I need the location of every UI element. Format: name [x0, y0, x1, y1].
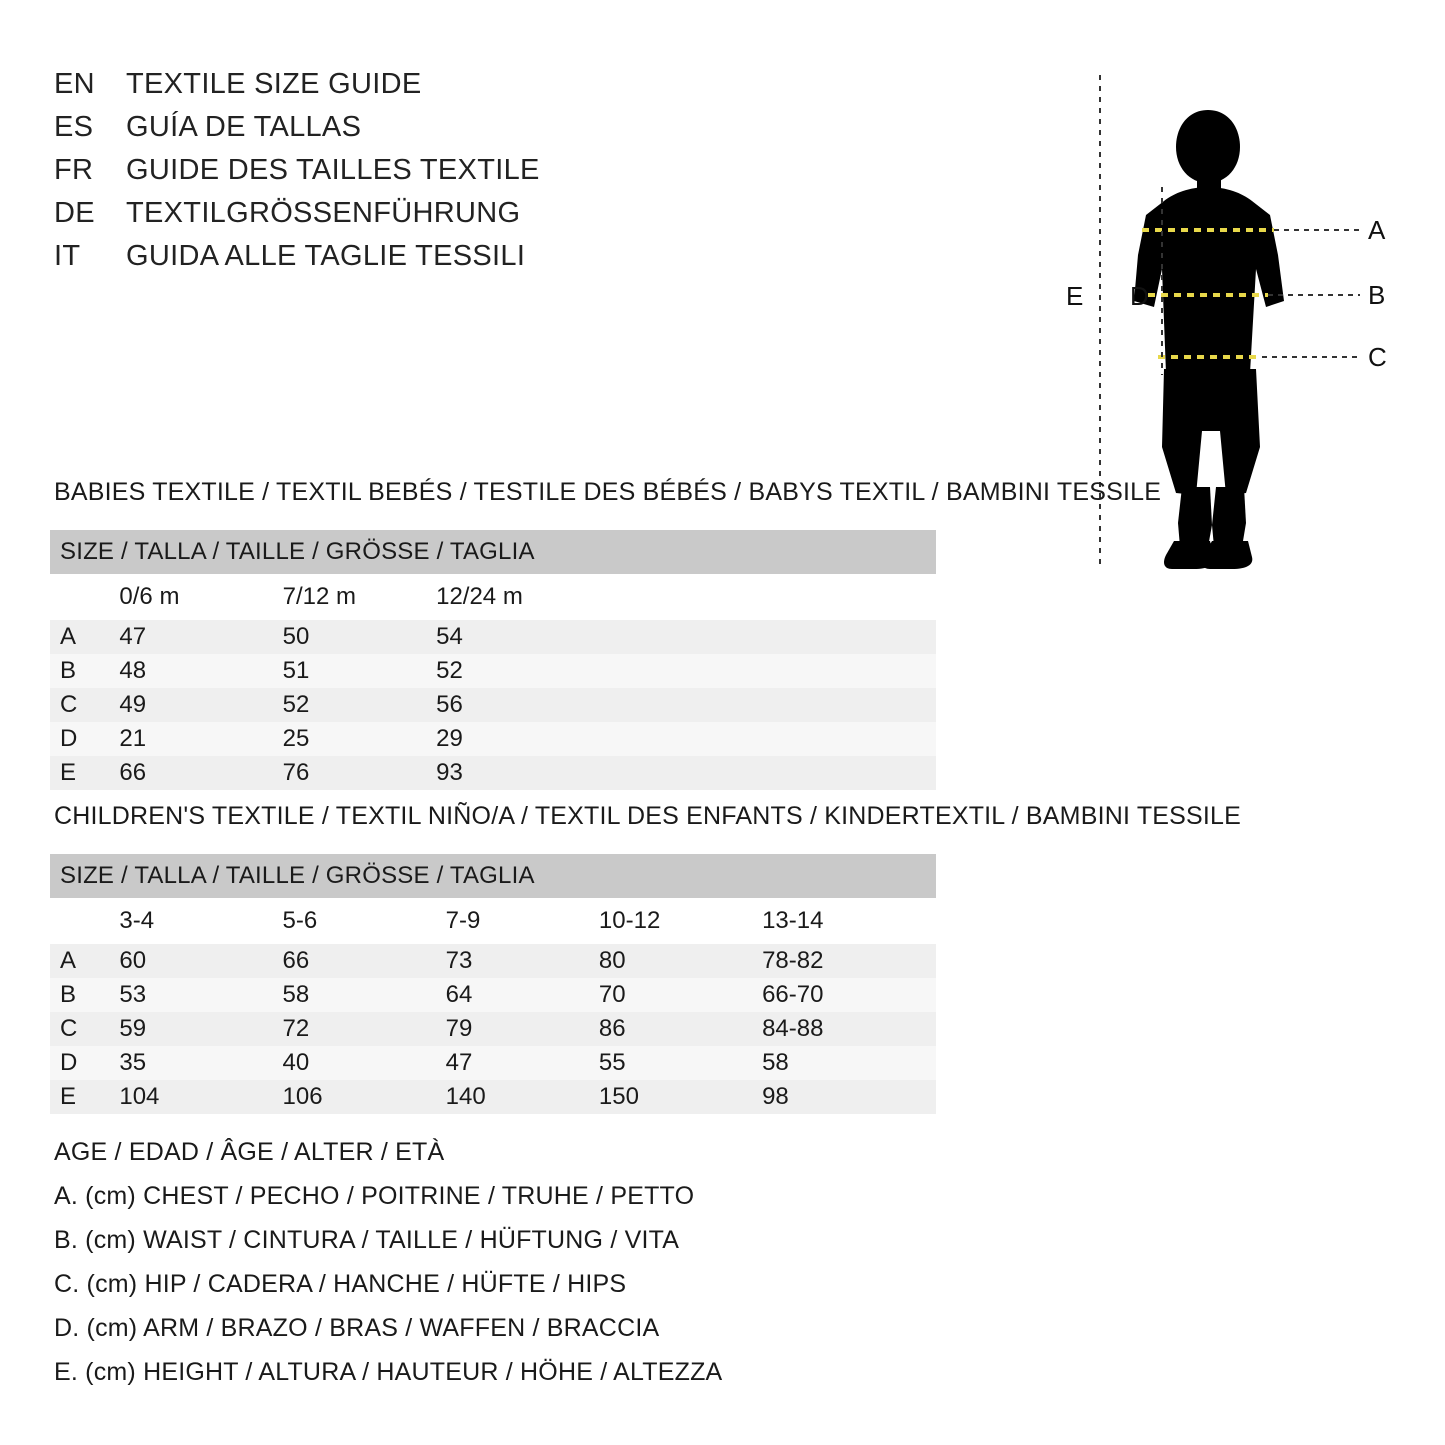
cell-value: 58 — [283, 978, 446, 1012]
cell-value: 150 — [599, 1080, 762, 1114]
language-title-de: TEXTILGRÖSSENFÜHRUNG — [126, 197, 521, 229]
cell-value: 54 — [436, 620, 936, 654]
column-header-0: 3-4 — [119, 898, 282, 944]
table-row — [50, 756, 936, 790]
cell-value: 52 — [283, 688, 437, 722]
cell-value: 60 — [119, 944, 282, 978]
cell-value: 106 — [283, 1080, 446, 1114]
cell-value: 64 — [446, 978, 599, 1012]
table-row — [50, 978, 936, 1012]
language-code-it: IT — [54, 240, 81, 272]
language-code-de: DE — [54, 197, 95, 229]
table-row — [50, 722, 936, 756]
row-label: A — [50, 620, 119, 654]
cell-value: 49 — [119, 688, 282, 722]
cell-value: 104 — [119, 1080, 282, 1114]
figure-label-b: B — [1368, 280, 1386, 310]
row-label: D — [50, 722, 119, 756]
column-header-3: 10-12 — [599, 898, 762, 944]
table-row — [50, 688, 936, 722]
figure-label-c: C — [1368, 342, 1387, 372]
column-header-2: 12/24 m — [436, 574, 936, 620]
table-row — [50, 944, 936, 978]
cell-value: 50 — [283, 620, 437, 654]
cell-value: 35 — [119, 1046, 282, 1080]
cell-value: 51 — [283, 654, 437, 688]
figure-label-a: A — [1368, 215, 1386, 245]
table-columns-row — [50, 574, 936, 620]
cell-value: 93 — [436, 756, 936, 790]
column-header-2: 7-9 — [446, 898, 599, 944]
language-row-it — [54, 240, 694, 283]
cell-value: 47 — [446, 1046, 599, 1080]
table-row — [50, 654, 936, 688]
cell-value: 86 — [599, 1012, 762, 1046]
language-row-en — [54, 68, 694, 111]
cell-value: 66-70 — [762, 978, 936, 1012]
measurement-legend — [54, 1138, 954, 1402]
babies-size-table — [50, 530, 936, 790]
column-header-4: 13-14 — [762, 898, 936, 944]
legend-line-age: AGE / EDAD / ÂGE / ALTER / ETÀ — [54, 1138, 445, 1166]
row-label: D — [50, 1046, 119, 1080]
children-size-table — [50, 854, 936, 1114]
column-header-1: 5-6 — [283, 898, 446, 944]
cell-value: 79 — [446, 1012, 599, 1046]
cell-value: 53 — [119, 978, 282, 1012]
language-title-es: GUÍA DE TALLAS — [126, 111, 362, 143]
language-row-es — [54, 111, 694, 154]
legend-line-c: C. (cm) HIP / CADERA / HANCHE / HÜFTE / HIPS — [54, 1270, 627, 1298]
cell-value: 66 — [283, 944, 446, 978]
legend-line-b: B. (cm) WAIST / CINTURA / TAILLE / HÜFTUNG / VITA — [54, 1226, 680, 1254]
cell-value: 80 — [599, 944, 762, 978]
cell-value: 56 — [436, 688, 936, 722]
language-title-list — [54, 68, 694, 283]
legend-line-a: A. (cm) CHEST / PECHO / POITRINE / TRUHE / PETTO — [54, 1182, 695, 1210]
column-header-0: 0/6 m — [119, 574, 282, 620]
language-title-fr: GUIDE DES TAILLES TEXTILE — [126, 154, 540, 186]
cell-value: 52 — [436, 654, 936, 688]
cell-value: 66 — [119, 756, 282, 790]
cell-value: 140 — [446, 1080, 599, 1114]
babies-section-title: BABIES TEXTILE / TEXTIL BEBÉS / TESTILE DES BÉBÉS / BABYS TEXTIL / BAMBINI TESSILE — [54, 478, 1162, 506]
table-row — [50, 1012, 936, 1046]
cell-value: 72 — [283, 1012, 446, 1046]
legend-line-d: D. (cm) ARM / BRAZO / BRAS / WAFFEN / BRACCIA — [54, 1314, 660, 1342]
cell-value: 84-88 — [762, 1012, 936, 1046]
legend-line-e: E. (cm) HEIGHT / ALTURA / HAUTEUR / HÖHE / ALTEZZA — [54, 1358, 723, 1386]
language-code-en: EN — [54, 68, 95, 100]
cell-value: 55 — [599, 1046, 762, 1080]
cell-value: 78-82 — [762, 944, 936, 978]
table-row — [50, 1080, 936, 1114]
children-section-title: CHILDREN'S TEXTILE / TEXTIL NIÑO/A / TEXTIL DES ENFANTS / KINDERTEXTIL / BAMBINI TESSILE — [54, 802, 1242, 830]
cell-value: 58 — [762, 1046, 936, 1080]
cell-value: 47 — [119, 620, 282, 654]
row-label: B — [50, 654, 119, 688]
table-header-row — [50, 530, 936, 574]
language-title-it: GUIDA ALLE TAGLIE TESSILI — [126, 240, 526, 272]
row-label: E — [50, 756, 119, 790]
language-row-fr — [54, 154, 694, 197]
cell-value: 98 — [762, 1080, 936, 1114]
column-header-1: 7/12 m — [283, 574, 437, 620]
row-label: C — [50, 1012, 119, 1046]
table-header-row — [50, 854, 936, 898]
cell-value: 25 — [283, 722, 437, 756]
figure-label-d: D — [1130, 281, 1149, 311]
cell-value: 48 — [119, 654, 282, 688]
cell-value: 59 — [119, 1012, 282, 1046]
cell-value: 40 — [283, 1046, 446, 1080]
language-code-fr: FR — [54, 154, 94, 186]
language-title-en: TEXTILE SIZE GUIDE — [126, 68, 422, 100]
row-label: B — [50, 978, 119, 1012]
corner-cell — [50, 574, 119, 620]
cell-value: 76 — [283, 756, 437, 790]
figure-label-e: E — [1066, 281, 1084, 311]
table-row — [50, 1046, 936, 1080]
row-label: A — [50, 944, 119, 978]
cell-value: 29 — [436, 722, 936, 756]
row-label: C — [50, 688, 119, 722]
cell-value: 21 — [119, 722, 282, 756]
corner-cell — [50, 898, 119, 944]
cell-value: 70 — [599, 978, 762, 1012]
cell-value: 73 — [446, 944, 599, 978]
row-label: E — [50, 1080, 119, 1114]
table-row — [50, 620, 936, 654]
table-columns-row — [50, 898, 936, 944]
children-table-header: SIZE / TALLA / TAILLE / GRÖSSE / TAGLIA — [50, 854, 936, 898]
language-code-es: ES — [54, 111, 94, 143]
language-row-de — [54, 197, 694, 240]
babies-table-header: SIZE / TALLA / TAILLE / GRÖSSE / TAGLIA — [50, 530, 936, 574]
